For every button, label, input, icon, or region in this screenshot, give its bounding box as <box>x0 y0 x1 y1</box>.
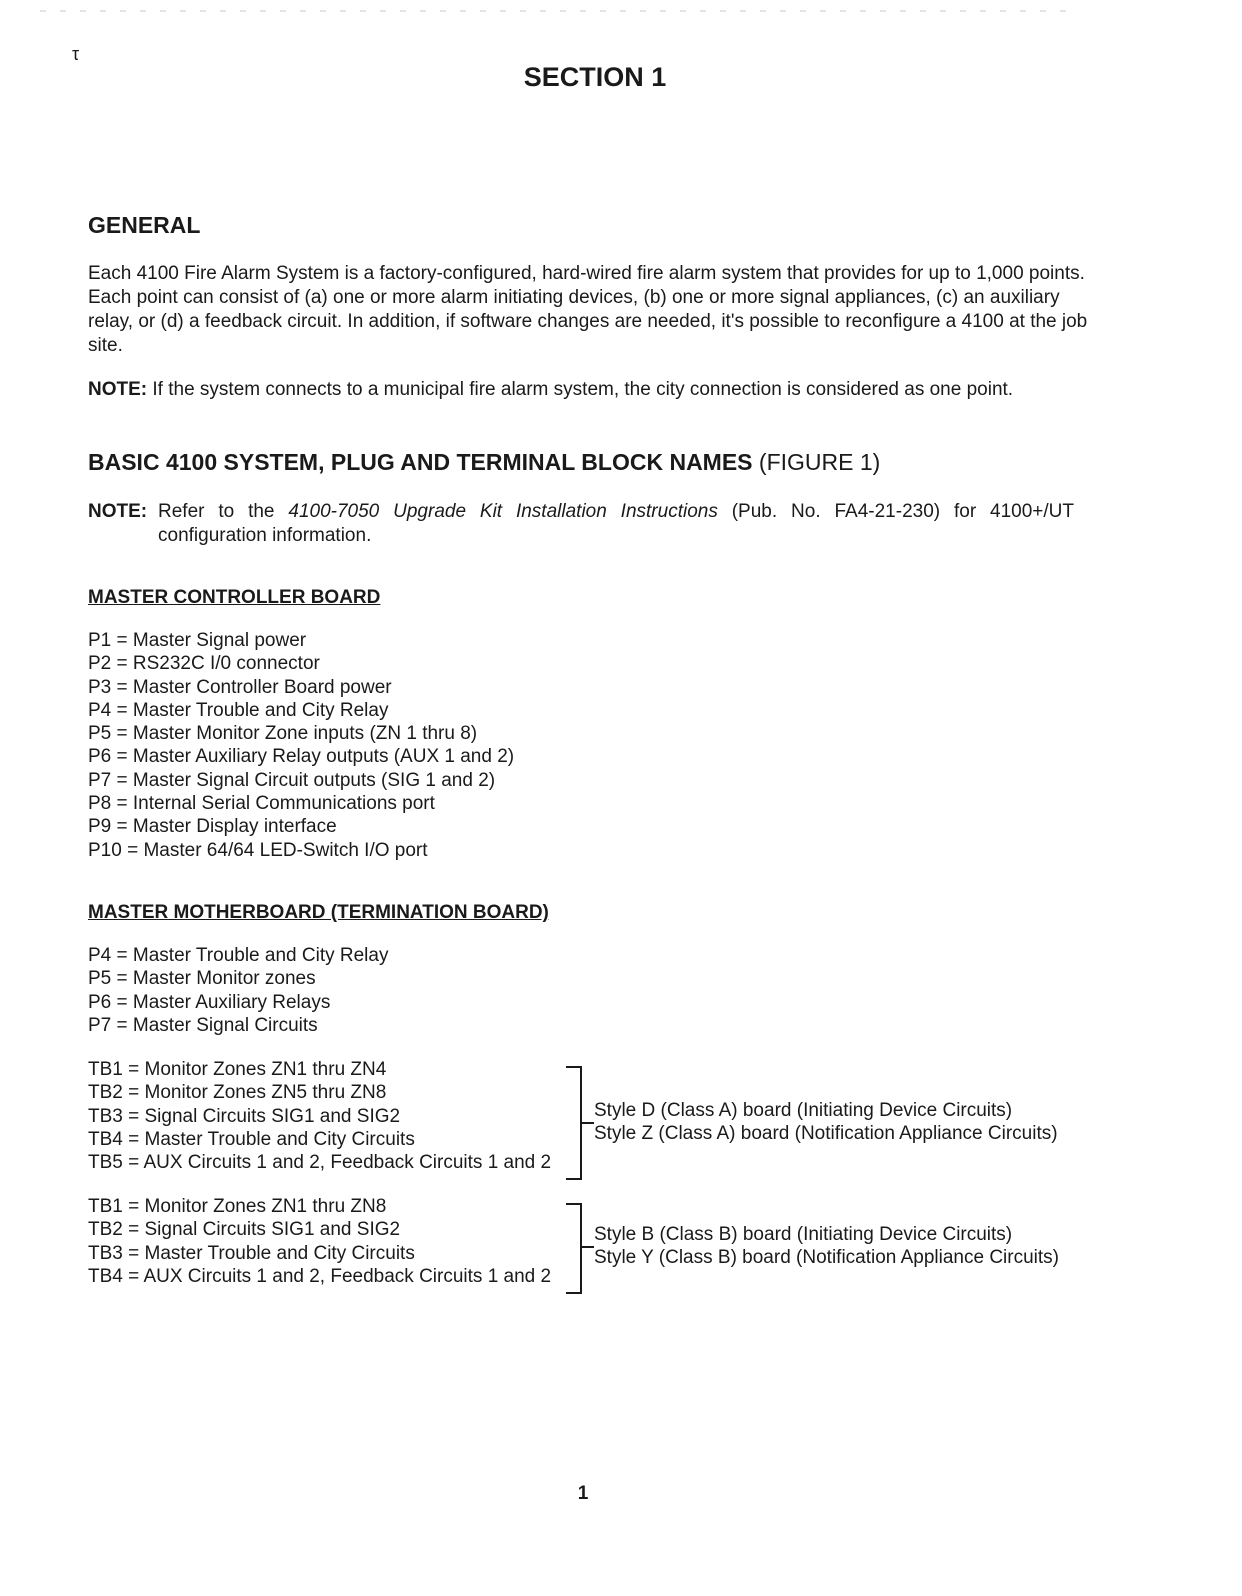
scan-artifact <box>40 10 1080 12</box>
master-controller-board-list <box>88 629 514 862</box>
list-item: TB2 = Monitor Zones ZN5 thru ZN8 <box>88 1082 387 1104</box>
master-controller-board-heading: MASTER CONTROLLER BOARD <box>88 587 381 608</box>
list-item: TB2 = Signal Circuits SIG1 and SIG2 <box>88 1219 401 1241</box>
list-item: P4 = Master Trouble and City Relay <box>88 699 389 721</box>
class-a-bracket-tick <box>580 1122 594 1124</box>
list-item: P6 = Master Auxiliary Relay outputs (AUX 1 and 2) <box>88 746 515 768</box>
note-pre: Refer to the <box>158 501 275 522</box>
list-item: P9 = Master Display interface <box>88 816 337 838</box>
list-item: P2 = RS232C I/0 connector <box>88 653 320 675</box>
master-motherboard-list <box>88 944 388 1037</box>
corner-mark: τ <box>72 44 80 64</box>
list-item: TB4 = Master Trouble and City Circuits <box>88 1128 415 1150</box>
list-item: TB5 = AUX Circuits 1 and 2, Feedback Circuits 1 and 2 <box>88 1152 552 1174</box>
list-item: TB1 = Monitor Zones ZN1 thru ZN4 <box>88 1059 387 1080</box>
class-a-style-notes <box>594 1099 1058 1145</box>
note-label: NOTE: <box>88 379 148 400</box>
general-paragraph: Each 4100 Fire Alarm System is a factory-configured, hard-wired fire alarm system that provides for up to 1,000 points. Each point can consist of (a) one or more alarm initiating devices, (b) one or more signal appliances, (c) an auxiliary relay, or (d) a feedback circuit. In addition, if software changes are needed, it's possible to reconfigure a 4100 at the job site. <box>88 263 1088 356</box>
publication-title: 4100-7050 Upgrade Kit Installation Instructions <box>288 501 718 522</box>
basic-heading-text: BASIC 4100 SYSTEM, PLUG AND TERMINAL BLOCK NAMES <box>88 449 753 475</box>
master-motherboard-heading: MASTER MOTHERBOARD (TERMINATION BOARD) <box>88 902 549 923</box>
style-note: Style Y (Class B) board (Notification Appliance Circuits) <box>594 1247 1059 1268</box>
list-item: TB3 = Master Trouble and City Circuits <box>88 1242 415 1264</box>
general-heading: GENERAL <box>88 212 201 238</box>
list-item: P7 = Master Signal Circuits <box>88 1014 318 1036</box>
section-title: SECTION 1 <box>523 62 667 92</box>
page-number: 1 <box>577 1483 589 1504</box>
basic-system-heading <box>88 449 880 476</box>
style-note: Style B (Class B) board (Initiating Device Circuits) <box>594 1224 1013 1245</box>
list-item: TB3 = Signal Circuits SIG1 and SIG2 <box>88 1105 401 1127</box>
style-note: Style D (Class A) board (Initiating Device Circuits) <box>594 1100 1013 1121</box>
note-text <box>158 500 1074 548</box>
class-b-bracket <box>566 1203 582 1294</box>
style-note: Style Z (Class A) board (Notification Appliance Circuits) <box>594 1123 1058 1144</box>
class-b-bracket-tick <box>580 1246 594 1248</box>
list-item: P4 = Master Trouble and City Relay <box>88 945 389 966</box>
note-label: NOTE: <box>88 501 148 522</box>
class-b-terminal-list <box>88 1195 551 1288</box>
list-item: P5 = Master Monitor zones <box>88 968 316 990</box>
list-item: P10 = Master 64/64 LED-Switch I/O port <box>88 839 428 861</box>
list-item: P8 = Internal Serial Communications port <box>88 793 435 815</box>
upgrade-kit-note <box>88 500 1088 548</box>
list-item: TB1 = Monitor Zones ZN1 thru ZN8 <box>88 1196 387 1217</box>
list-item: P3 = Master Controller Board power <box>88 676 392 698</box>
figure-reference: (FIGURE 1) <box>758 449 881 475</box>
note-text: If the system connects to a municipal fire alarm system, the city connection is considered as one point. <box>152 379 1014 400</box>
list-item: P7 = Master Signal Circuit outputs (SIG 1 and 2) <box>88 769 496 791</box>
general-note <box>88 378 1088 402</box>
list-item: P1 = Master Signal power <box>88 630 307 651</box>
list-item: P5 = Master Monitor Zone inputs (ZN 1 thru 8) <box>88 723 478 745</box>
class-a-terminal-list <box>88 1058 551 1174</box>
list-item: TB4 = AUX Circuits 1 and 2, Feedback Circuits 1 and 2 <box>88 1265 552 1287</box>
note-post: (Pub. No. FA4-21-230) for 4100+/UT configuration information. <box>158 501 1075 546</box>
list-item: P6 = Master Auxiliary Relays <box>88 991 331 1013</box>
class-b-style-notes <box>594 1223 1059 1269</box>
